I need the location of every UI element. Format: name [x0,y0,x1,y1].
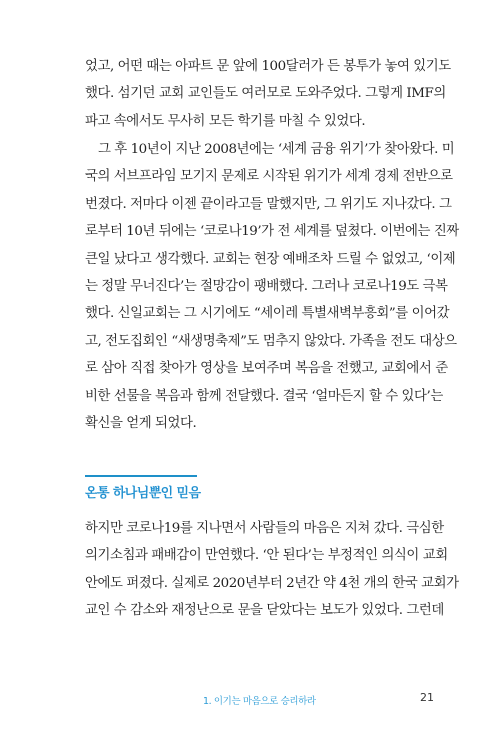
text-line: 고, 전도집회인 “새생명축제”도 멈추지 않았다. 가족을 전도 대상으 [85,333,457,349]
section-divider [85,475,197,477]
text-line: 번졌다. 저마다 이젠 끝이라고들 말했지만, 그 위기도 지나갔다. 그 [85,196,452,212]
text-line: 큰일 났다고 생각했다. 교회는 현장 예배조차 드릴 수 없었고, ‘이제 [85,251,456,267]
paragraph-1 [85,53,451,135]
text-line: 그 후 10년이 지난 2008년에는 ‘세계 금융 위기’가 찾아왔다. 미 [98,142,455,157]
text-line: 로 삼아 직접 찾아가 영상을 보여주며 복음을 전했고, 교회에서 준 [85,361,448,377]
text-line: 하지만 코로나19를 지나면서 사람들의 마음은 지쳐 갔다. 극심한 [85,521,444,536]
text-line: 파고 속에서도 무사히 모든 학기를 마칠 수 있었다. [85,113,366,129]
text-line: 의기소침과 패배감이 만연했다. ‘안 된다’는 부정적인 의식이 교회 [85,548,448,564]
text-line: 국의 서브프라임 모기지 문제로 시작된 위기가 세계 경제 전반으로 [85,169,453,185]
text-line: 는 정말 무너진다’는 절망감이 팽배했다. 그러나 코로나19도 극복 [85,278,448,294]
text-line: 로부터 10년 뒤에는 ‘코로나19’가 전 세계를 덮쳤다. 이번에는 진짜 [85,224,459,240]
text-line: 었고, 어떤 때는 아파트 문 앞에 100달러가 든 봉투가 놓여 있기도 [85,59,451,74]
page-number: 21 [420,691,434,704]
running-footer: 1. 이기는 마음으로 승리하라 [203,696,316,707]
paragraph-2 [85,136,459,437]
text-line: 했다. 신일교회는 그 시기에도 “세이레 특별새벽부흥회”를 이어갔 [85,306,450,322]
text-line: 교인 수 감소와 재정난으로 문을 닫았다는 보도가 있었다. 그런데 [85,603,444,619]
text-line: 했다. 섬기던 교회 교인들도 여러모로 도와주었다. 그렇게 IMF의 [85,86,446,102]
section-heading [85,475,200,505]
text-line: 확신을 얻게 되었다. [85,415,197,431]
text-line: 비한 선물을 복음과 함께 전달했다. 결국 ‘얼마든지 할 수 있다’는 [85,388,443,404]
section-title: 온통 하나님뿐인 믿음 [85,486,201,501]
paragraph-3 [85,515,459,625]
text-line: 안에도 퍼졌다. 실제로 2020년부터 2년간 약 4천 개의 한국 교회가 [85,575,459,591]
